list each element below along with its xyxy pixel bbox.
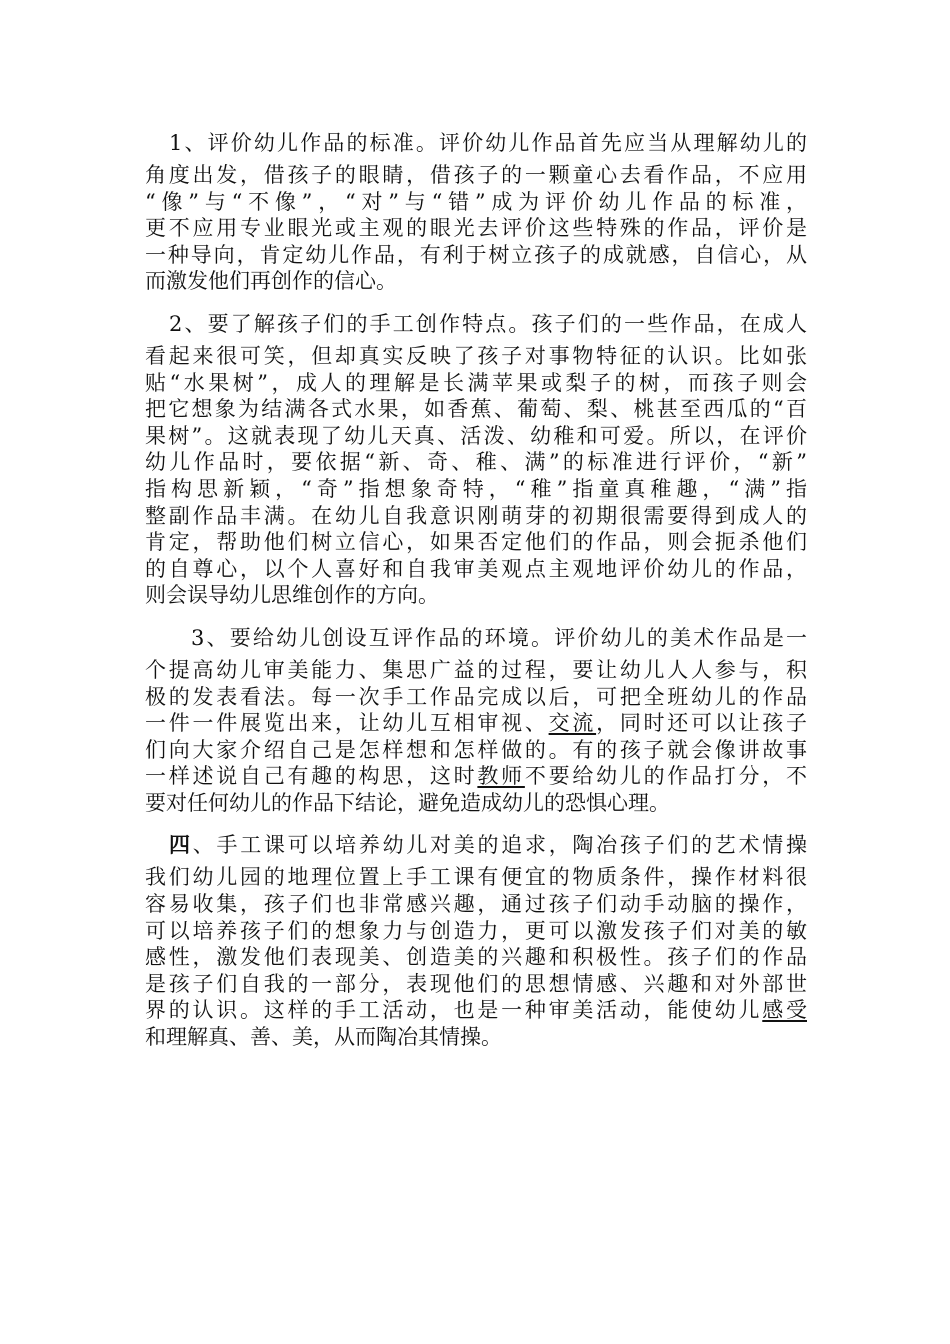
- text-segment: 一样述说自己有趣的构思，这时: [145, 764, 478, 789]
- text-line: 幼儿作品时，要依据“新、奇、稚、满”的标准进行评价，“新”: [145, 450, 807, 475]
- text-line: 果树”。这就表现了幼儿天真、活泼、幼稚和可爱。所以，在评价: [145, 423, 807, 448]
- text-segment: 一件一件展览出来，让幼儿互相审视、: [145, 711, 549, 736]
- section-1: [145, 128, 807, 295]
- section-3-body: [145, 657, 807, 817]
- section-4-body: [145, 864, 807, 1050]
- text-line: 则会误导幼儿思维创作的方向。: [145, 583, 439, 608]
- text-segment: 界的认识。这样的手工活动，也是一种审美活动，能使幼儿: [145, 998, 763, 1023]
- text-segment: ，同时还可以让孩子: [596, 711, 807, 736]
- text-line: 个提高幼儿审美能力、集思广益的过程，要让幼儿人人参与，积: [145, 657, 807, 682]
- text-line: 感性，激发他们表现美、创造美的兴趣和积极性。孩子们的作品: [145, 945, 807, 970]
- text-line: 要对任何幼儿的作品下结论，避免造成幼儿的恐惧心理。: [145, 790, 670, 815]
- text-line: 可以培养孩子们的想象力与创造力，更可以激发孩子们对美的敏: [145, 918, 807, 943]
- section-1-heading: 1、评价幼儿作品的标准。评价幼儿作品首先应当从理解幼儿的: [169, 131, 807, 155]
- text-line: 角度出发，借孩子的眼睛，借孩子的一颗童心去看作品，不应用: [145, 163, 807, 187]
- text-line: 肯定，帮助他们树立信心，如果否定他们的作品，则会扼杀他们: [145, 530, 807, 555]
- text-line: 看起来很可笑，但却真实反映了孩子对事物特征的认识。比如张: [145, 343, 807, 368]
- section-4-heading: [145, 830, 807, 860]
- text-line: 更不应用专业眼光或主观的眼光去评价这些特殊的作品，评价是: [145, 216, 807, 241]
- text-line: 容易收集，孩子们也非常感兴趣，通过孩子们动手动脑的操作，: [145, 892, 807, 917]
- link-jiaoliu[interactable]: 交流: [548, 711, 597, 736]
- text-line: 我们幼儿园的地理位置上手工课有便宜的物质条件，操作材料很: [145, 865, 807, 890]
- text-line: 极的发表看法。每一次手工作品完成以后，可把全班幼儿的作品: [145, 684, 807, 709]
- text-line: 们向大家介绍自己是怎样想和怎样做的。有的孩子就会像讲故事: [145, 737, 807, 762]
- text-line: 把它想象为结满各式水果，如香蕉、葡萄、梨、桃甚至西瓜的“百: [145, 397, 807, 422]
- text-line: 的自尊心，以个人喜好和自我审美观点主观地评价幼儿的作品，: [145, 556, 807, 581]
- section-3-heading: 3、要给幼儿创设互评作品的环境。评价幼儿的美术作品是一: [191, 625, 807, 650]
- section-4: [145, 830, 807, 1050]
- text-line: 指构思新颖，“奇”指想象奇特，“稚”指童真稚趣，“满”指: [145, 476, 807, 501]
- text-line: [145, 763, 807, 790]
- text-segment: 不要给幼儿的作品打分，不: [524, 764, 807, 789]
- section-4-number: 四: [169, 832, 193, 858]
- section-1-body: [145, 162, 807, 295]
- section-4-title: 、手工课可以培养幼儿对美的追求，陶冶孩子们的艺术情操: [192, 833, 807, 858]
- text-line: 贴“水果树”，成人的理解是长满苹果或梨子的树，而孩子则会: [145, 370, 807, 395]
- section-3: [145, 623, 807, 817]
- text-line: 是孩子们自我的一部分，表现他们的思想情感、兴趣和对外部世: [145, 971, 807, 996]
- text-line: 整副作品丰满。在幼儿自我意识刚萌芽的初期很需要得到成人的: [145, 503, 807, 528]
- text-line: 和理解真、善、美，从而陶冶其情操。: [145, 1025, 502, 1050]
- document-page: [145, 128, 807, 1065]
- text-line: [145, 710, 807, 737]
- text-line: “像”与“不像”，“对”与“错”成为评价幼儿作品的标准，: [145, 189, 807, 214]
- text-line: 而激发他们再创作的信心。: [145, 269, 397, 294]
- text-line: [145, 997, 807, 1024]
- link-jiaoshi[interactable]: 教师: [477, 764, 525, 789]
- link-ganshou[interactable]: 感受: [762, 998, 807, 1023]
- section-2: [145, 309, 807, 609]
- text-line: 一种导向，肯定幼儿作品，有利于树立孩子的成就感，自信心，从: [145, 242, 807, 267]
- section-2-body: [145, 343, 807, 609]
- section-2-heading: 2、要了解孩子们的手工创作特点。孩子们的一些作品，在成人: [169, 311, 807, 336]
